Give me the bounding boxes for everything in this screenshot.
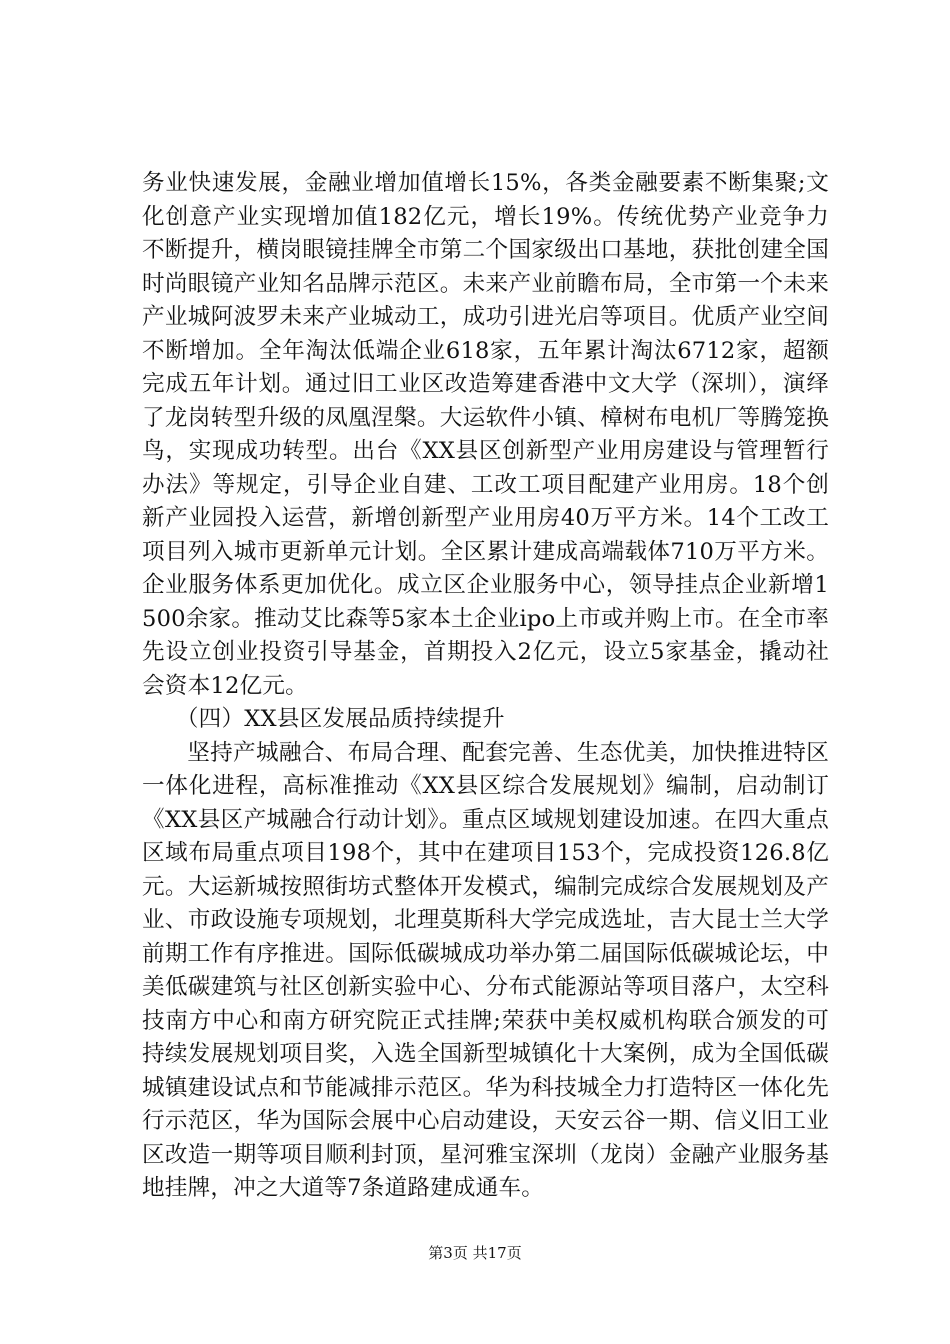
body-paragraph-1: 务业快速发展，金融业增加值增长15%，各类金融要素不断集聚;文化创意产业实现增加值182亿元，增长19%。传统优势产业竞争力不断提升，横岗眼镜挂牌全市第二个国家级出口基地，获批创建全国时尚眼镜产业知名品牌示范区。未来产业前瞻布局，全市第一个未来产业城阿波罗未来产业城动工，成功引进光启等项目。优质产业空间不断增加。全年淘汰低端企业618家，五年累计淘汰6712家，超额完成五年计划。通过旧工业区改造筹建香港中文大学（深圳），演绎了龙岗转型升级的凤凰涅槃。大运软件小镇、樟树布电机厂等腾笼换鸟，实现成功转型。出台《XX县区创新型产业用房建设与管理暂行办法》等规定，引导企业自建、工改工项目配建产业用房。18个创新产业园投入运营，新增创新型产业用房40万平方米。14个工改工项目列入城市更新单元计划。全区累计建成高端载体710万平方米。企业服务体系更加优化。成立区企业服务中心，领导挂点企业新增1500余家。推动艾比森等5家本土企业ipo上市或并购上市。在全市率先设立创业投资引导基金，首期投入2亿元，设立5家基金，撬动社会资本12亿元。: [142, 170, 829, 699]
page-footer: [0, 1242, 950, 1263]
page-number: 第3页: [428, 1244, 468, 1262]
document-body: [142, 167, 829, 1206]
section-heading-4: （四）XX县区发展品质持续提升: [175, 706, 505, 732]
body-paragraph-2: 坚持产城融合、布局合理、配套完善、生态优美，加快推进特区一体化进程，高标准推动《XX县区综合发展规划》编制，启动制订《XX县区产城融合行动计划》。重点区域规划建设加速。在四大重点区域布局重点项目198个，其中在建项目153个，完成投资126.8亿元。大运新城按照街坊式整体开发模式，编制完成综合发展规划及产业、市政设施专项规划，北理莫斯科大学完成选址，吉大昆士兰大学前期工作有序推进。国际低碳城成功举办第二届国际低碳城论坛，中美低碳建筑与社区创新实验中心、分布式能源站等项目落户，太空科技南方中心和南方研究院正式挂牌;荣获中美权威机构联合颁发的可持续发展规划项目奖，入选全国新型城镇化十大案例，成为全国低碳城镇建设试点和节能减排示范区。华为科技城全力打造特区一体化先行示范区，华为国际会展中心启动建设，天安云谷一期、信义旧工业区改造一期等项目顺利封顶，星河雅宝深圳（龙岗）金融产业服务基地挂牌，冲之大道等7条道路建成通车。: [142, 739, 829, 1201]
page-total: 共17页: [472, 1244, 522, 1262]
